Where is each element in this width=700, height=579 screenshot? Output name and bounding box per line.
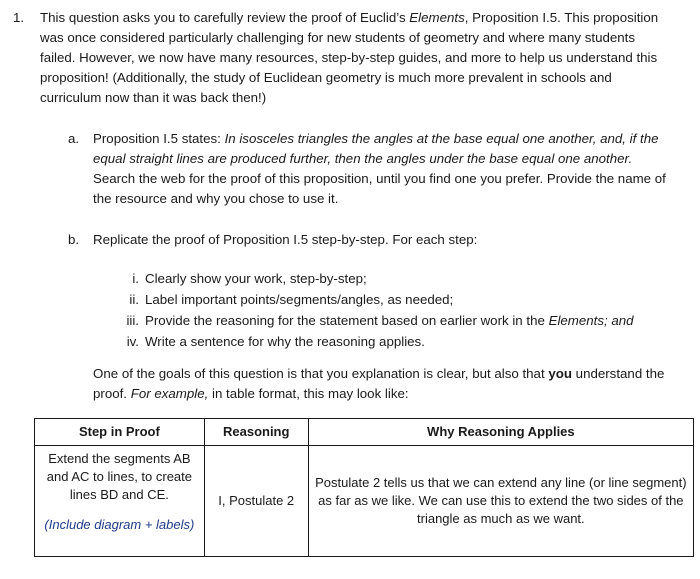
- list-item-text: Write a sentence for why the reasoning applies.: [145, 334, 425, 349]
- part-a-body: [93, 129, 673, 209]
- list-item-text-main: Provide the reasoning for the statement based on earlier work in the: [145, 313, 549, 328]
- step-text: Extend the segments AB and AC to lines, to create lines BD and CE.: [46, 451, 193, 502]
- list-item-number: i.: [132, 271, 139, 286]
- intro-elements: Elements: [409, 10, 465, 25]
- part-a-label: a.: [68, 131, 80, 146]
- diagram-note: (Include diagram + labels): [44, 517, 195, 532]
- goals-italic: For example,: [130, 386, 209, 401]
- part-b-label: b.: [68, 232, 80, 247]
- part-a-statement: In isosceles triangles the angles at the base equal one another, and, if the equal straight lines are produced further, then the angles under the base equal one another.: [93, 131, 659, 166]
- header-why: Why Reasoning Applies: [308, 419, 693, 446]
- list-item-text-italic: Elements; and: [548, 313, 634, 328]
- goals-mid: understand the proof.: [93, 366, 665, 401]
- header-step: Step in Proof: [35, 419, 205, 446]
- table-header-row: [35, 419, 694, 446]
- list-item-text: Label important points/segments/angles, as needed;: [145, 292, 454, 307]
- goals-start: One of the goals of this question is that you explanation is clear, but also that: [93, 366, 549, 381]
- goals-end: in table format, this may look like:: [208, 386, 409, 401]
- question-number: 1.: [13, 10, 25, 25]
- list-item-number: iii.: [126, 313, 139, 328]
- goals-paragraph: [93, 364, 678, 404]
- goals-bold: you: [548, 366, 572, 381]
- question-intro: [40, 8, 670, 108]
- part-b-text: Replicate the proof of Proposition I.5 step-by-step. For each step:: [93, 232, 478, 247]
- header-reasoning: Reasoning: [204, 419, 308, 446]
- cell-why: Postulate 2 tells us that we can extend any line (or line segment) as far as we like. We can use this to extend the two sides of the triangle as much as we want.: [308, 446, 693, 557]
- cell-step: [35, 446, 205, 557]
- list-item-number: ii.: [129, 292, 139, 307]
- example-table: [34, 418, 694, 557]
- list-item-text: Clearly show your work, step-by-step;: [145, 271, 367, 286]
- intro-end: , Proposition I.5. This proposition was once considered particularly challenging for new students of geometry and where many students failed. However, we now have many resources, step-by-step guides, and more to help us understand this proposition! (Additionally, the study of Euclidean geometry is much more prevalent in schools and curriculum now than it was back then!): [40, 10, 659, 105]
- intro-start: This question asks you to carefully review the proof of Euclid’s: [40, 10, 410, 25]
- table-row: [35, 446, 694, 557]
- list-item-text: [145, 311, 634, 331]
- part-a-instruction: Search the web for the proof of this proposition, until you find one you prefer. Provide the name of the resource and why you chose to use it.: [93, 171, 666, 206]
- list-item-number: iv.: [126, 334, 139, 349]
- cell-reasoning: I, Postulate 2: [204, 446, 308, 557]
- part-a-lead: Proposition I.5 states:: [93, 131, 225, 146]
